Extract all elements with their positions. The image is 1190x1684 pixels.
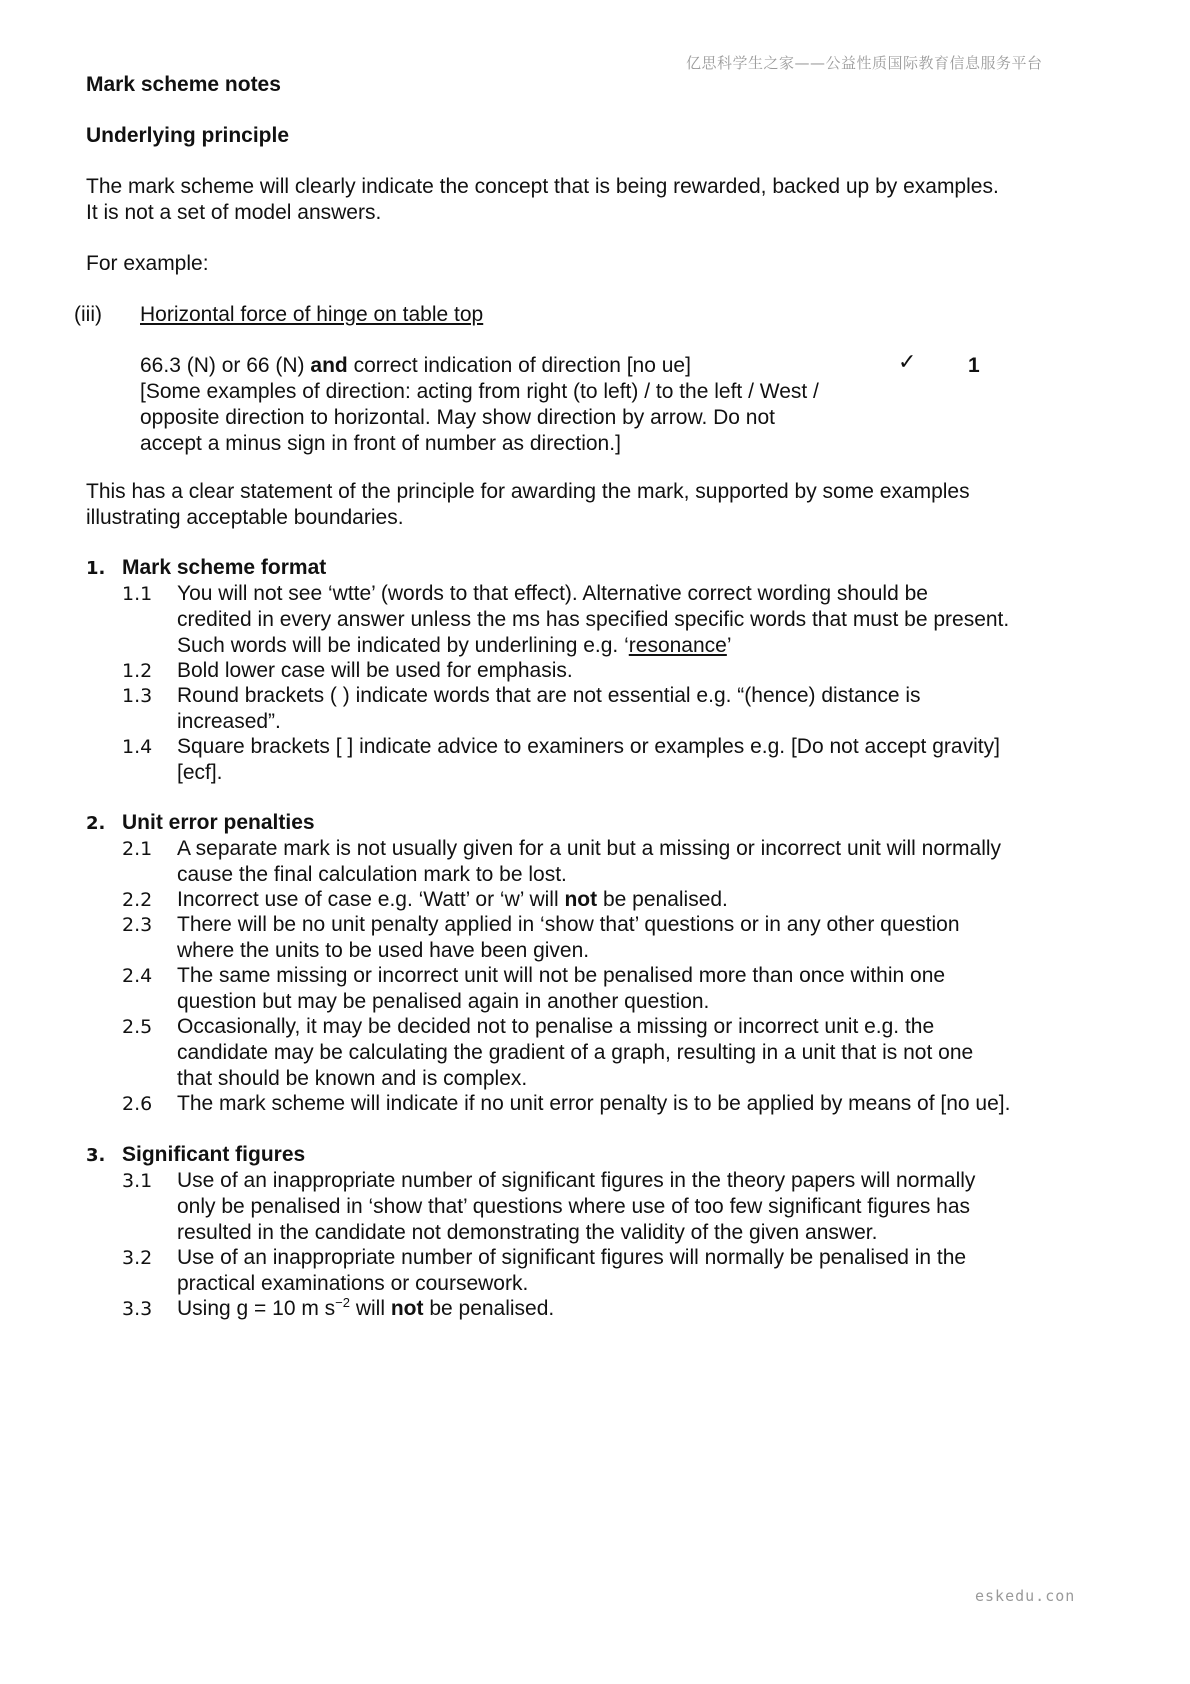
section-number: 1. — [86, 558, 106, 579]
item-line: Round brackets ( ) indicate words that are not essential e.g. “(hence) distance is — [177, 684, 921, 707]
item-line: The same missing or incorrect unit will not be penalised more than once within one — [177, 964, 946, 987]
item-line: There will be no unit penalty applied in ‘show that’ questions or in any other question — [177, 913, 960, 936]
item-line: Use of an inappropriate number of significant figures in the theory papers will normally — [177, 1169, 976, 1192]
item-line: Square brackets [ ] indicate advice to examiners or examples e.g. [Do not accept gravity] — [177, 735, 1000, 758]
item-line: Occasionally, it may be decided not to penalise a missing or incorrect unit e.g. the — [177, 1015, 935, 1038]
item-text: ’ — [726, 634, 732, 657]
item-number: 2.4 — [122, 965, 153, 987]
item-line: candidate may be calculating the gradient of a graph, resulting in a unit that is not one — [177, 1041, 974, 1064]
example-label: (iii) — [74, 303, 102, 326]
section-number: 2. — [86, 813, 106, 834]
item-number: 1.3 — [122, 685, 153, 707]
item-line: [ecf]. — [177, 761, 223, 784]
item-line: practical examinations or coursework. — [177, 1272, 529, 1295]
intro-paragraph — [86, 174, 1086, 226]
item-line: question but may be penalised again in another question. — [177, 990, 710, 1013]
subheading: Underlying principle — [86, 124, 290, 147]
bold-word: not — [564, 888, 598, 911]
item-number: 2.1 — [122, 838, 153, 860]
item-line: increased”. — [177, 710, 281, 733]
section-title: Mark scheme format — [122, 556, 327, 579]
guidance-line: accept a minus sign in front of number as direction.] — [140, 432, 621, 455]
check-mark-icon: ✓ — [898, 350, 917, 375]
section-title: Unit error penalties — [122, 811, 315, 834]
item-line: You will not see ‘wtte’ (words to that effect). Alternative correct wording should be — [177, 582, 928, 605]
answer-and: and — [310, 354, 348, 377]
underlined-word: resonance — [628, 634, 727, 657]
item-line — [177, 887, 1077, 913]
intro-line: The mark scheme will clearly indicate the concept that is being rewarded, backed up by examples. — [86, 175, 999, 198]
item-line — [177, 633, 1077, 659]
guidance-line: [Some examples of direction: acting from right (to left) / to the left / West / — [140, 380, 819, 403]
item-line: Use of an inappropriate number of significant figures will normally be penalised in the — [177, 1246, 967, 1269]
guidance-line: opposite direction to horizontal. May show direction by arrow. Do not — [140, 406, 775, 429]
mark-value: 1 — [968, 354, 980, 377]
item-text: be penalised. — [597, 888, 728, 911]
item-line: cause the final calculation mark to be lost. — [177, 863, 567, 886]
item-line: only be penalised in ‘show that’ questions where use of too few significant figures has — [177, 1195, 971, 1218]
item-number: 3.2 — [122, 1247, 153, 1269]
summary-line: This has a clear statement of the principle for awarding the mark, supported by some examples — [86, 480, 970, 503]
item-line: resulted in the candidate not demonstrating the validity of the given answer. — [177, 1221, 878, 1244]
for-example-text: For example: — [86, 252, 209, 275]
item-line — [177, 1296, 1077, 1322]
item-line: A separate mark is not usually given for a unit but a missing or incorrect unit will normally — [177, 837, 1002, 860]
item-text: Such words will be indicated by underlining e.g. ‘ — [177, 634, 629, 657]
example-title: Horizontal force of hinge on table top — [140, 303, 484, 326]
answer-line — [140, 353, 900, 379]
answer-direction: correct indication of direction [no ue] — [347, 354, 691, 377]
item-line: Bold lower case will be used for emphasis. — [177, 659, 573, 682]
bold-word: not — [390, 1297, 424, 1320]
item-line: credited in every answer unless the ms has specified specific words that must be present. — [177, 608, 1010, 631]
item-number: 2.3 — [122, 914, 153, 936]
item-number: 2.6 — [122, 1093, 153, 1115]
footer-text: eskedu.con — [975, 1587, 1076, 1605]
item-text: will — [349, 1297, 391, 1320]
item-number: 2.5 — [122, 1016, 153, 1038]
summary-line: illustrating acceptable boundaries. — [86, 506, 404, 529]
section-title: Significant figures — [122, 1143, 306, 1166]
item-line: where the units to be used have been given. — [177, 939, 590, 962]
item-number: 1.1 — [122, 583, 153, 605]
section-number: 3. — [86, 1145, 106, 1166]
item-line: The mark scheme will indicate if no unit error penalty is to be applied by means of [no ue]. — [177, 1092, 1011, 1115]
item-number: 2.2 — [122, 889, 153, 911]
item-number: 3.1 — [122, 1170, 153, 1192]
item-number: 1.4 — [122, 736, 153, 758]
page-heading: Mark scheme notes — [86, 73, 281, 96]
item-text: Using g = 10 m s — [177, 1297, 336, 1320]
example-answer — [140, 353, 900, 457]
item-text: be penalised. — [423, 1297, 555, 1320]
intro-line: It is not a set of model answers. — [86, 201, 382, 224]
watermark-text: 亿思科学生之家——公益性质国际教育信息服务平台 — [686, 54, 1043, 72]
item-number: 3.3 — [122, 1298, 153, 1320]
item-text: Incorrect use of case e.g. ‘Watt’ or ‘w’ will — [177, 888, 565, 911]
item-number: 1.2 — [122, 660, 153, 682]
answer-value: 66.3 (N) or 66 (N) — [140, 354, 311, 377]
summary-paragraph — [86, 479, 1086, 531]
superscript-exponent: −2 — [335, 1295, 350, 1310]
item-line: that should be known and is complex. — [177, 1067, 528, 1090]
